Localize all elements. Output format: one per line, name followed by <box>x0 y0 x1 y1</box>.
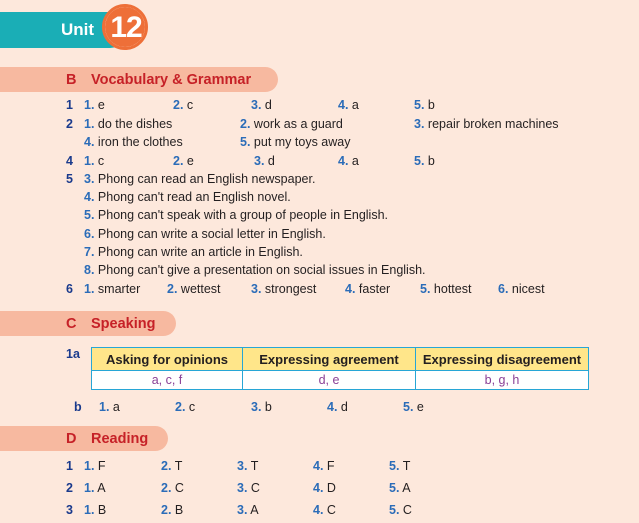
answer-item: 5. C <box>389 503 412 517</box>
section-d-letter: D <box>66 431 77 447</box>
answer-item: 5. T <box>389 459 411 473</box>
answer-item: 1. do the dishes <box>84 117 173 131</box>
section-b-title: Vocabulary & Grammar <box>91 72 252 88</box>
answer-item: 3. A <box>237 503 259 517</box>
answer-item: 2. B <box>161 503 184 517</box>
answer-item: 3. d <box>251 98 272 112</box>
table-header: Expressing disagreement <box>416 348 589 371</box>
answer-item: 4. iron the clothes <box>84 135 183 149</box>
answer-item: 2. T <box>161 459 183 473</box>
answer-item: 4. a <box>338 154 359 168</box>
table-cell: a, c, f <box>92 371 243 390</box>
table-cell: d, e <box>243 371 416 390</box>
table-header: Asking for opinions <box>92 348 243 371</box>
unit-number: 12 <box>110 11 142 44</box>
answer-item: 5. put my toys away <box>240 135 351 149</box>
answer-item: 3. d <box>254 154 275 168</box>
answer-item: 4. D <box>313 481 336 495</box>
section-b-letter: B <box>66 72 77 88</box>
answer-item: 4. F <box>313 459 335 473</box>
answer-item: 1. c <box>84 154 105 168</box>
table-cell: b, g, h <box>416 371 589 390</box>
answer-item: 5. A <box>389 481 411 495</box>
answer-item: 2. wettest <box>167 282 221 296</box>
answer-item: 3. b <box>251 400 272 414</box>
answer-item: 2. c <box>173 98 194 112</box>
section-c-letter: C <box>66 316 77 332</box>
exercise-number: b <box>74 400 82 414</box>
exercise-number: 1a <box>66 347 80 361</box>
answer-item: 2. C <box>161 481 184 495</box>
answer-item: 3. strongest <box>251 282 317 296</box>
answer-item: 1. F <box>84 459 106 473</box>
exercise-number: 4 <box>66 154 73 168</box>
answer-item: 1. A <box>84 481 106 495</box>
answer-item: 8. Phong can't give a presentation on social issues in English. <box>84 263 426 277</box>
answer-item: 4. a <box>338 98 359 112</box>
answer-item: 5. b <box>414 98 435 112</box>
answer-item: 4. Phong can't read an English novel. <box>84 190 291 204</box>
exercise-number: 3 <box>66 503 73 517</box>
answer-item: 7. Phong can write an article in English. <box>84 245 303 259</box>
table-header: Expressing agreement <box>243 348 416 371</box>
answer-item: 1. a <box>99 400 120 414</box>
answer-item: 3. repair broken machines <box>414 117 559 131</box>
answer-item: 6. Phong can write a social letter in English. <box>84 227 326 241</box>
answer-item: 1. e <box>84 98 105 112</box>
exercise-number: 1 <box>66 459 73 473</box>
answer-item: 1. B <box>84 503 107 517</box>
answer-item: 2. c <box>175 400 196 414</box>
answer-item: 2. e <box>173 154 194 168</box>
answer-item: 3. T <box>237 459 259 473</box>
answer-item: 4. C <box>313 503 336 517</box>
answer-item: 5. e <box>403 400 424 414</box>
section-d-title: Reading <box>91 431 149 447</box>
answer-item: 5. Phong can't speak with a group of people in English. <box>84 208 389 222</box>
answer-item: 3. Phong can read an English newspaper. <box>84 172 316 186</box>
answer-item: 6. nicest <box>498 282 545 296</box>
exercise-number: 6 <box>66 282 73 296</box>
answer-item: 5. b <box>414 154 435 168</box>
answer-item: 4. d <box>327 400 348 414</box>
section-c-title: Speaking <box>91 316 156 332</box>
answer-item: 1. smarter <box>84 282 141 296</box>
exercise-number: 1 <box>66 98 73 112</box>
answer-item: 5. hottest <box>420 282 472 296</box>
exercise-number: 2 <box>66 117 73 131</box>
speaking-table <box>91 347 589 390</box>
exercise-number: 2 <box>66 481 73 495</box>
exercise-number: 5 <box>66 172 73 186</box>
answer-item: 2. work as a guard <box>240 117 343 131</box>
unit-label: Unit <box>61 20 95 39</box>
answer-item: 3. C <box>237 481 260 495</box>
answer-item: 4. faster <box>345 282 391 296</box>
